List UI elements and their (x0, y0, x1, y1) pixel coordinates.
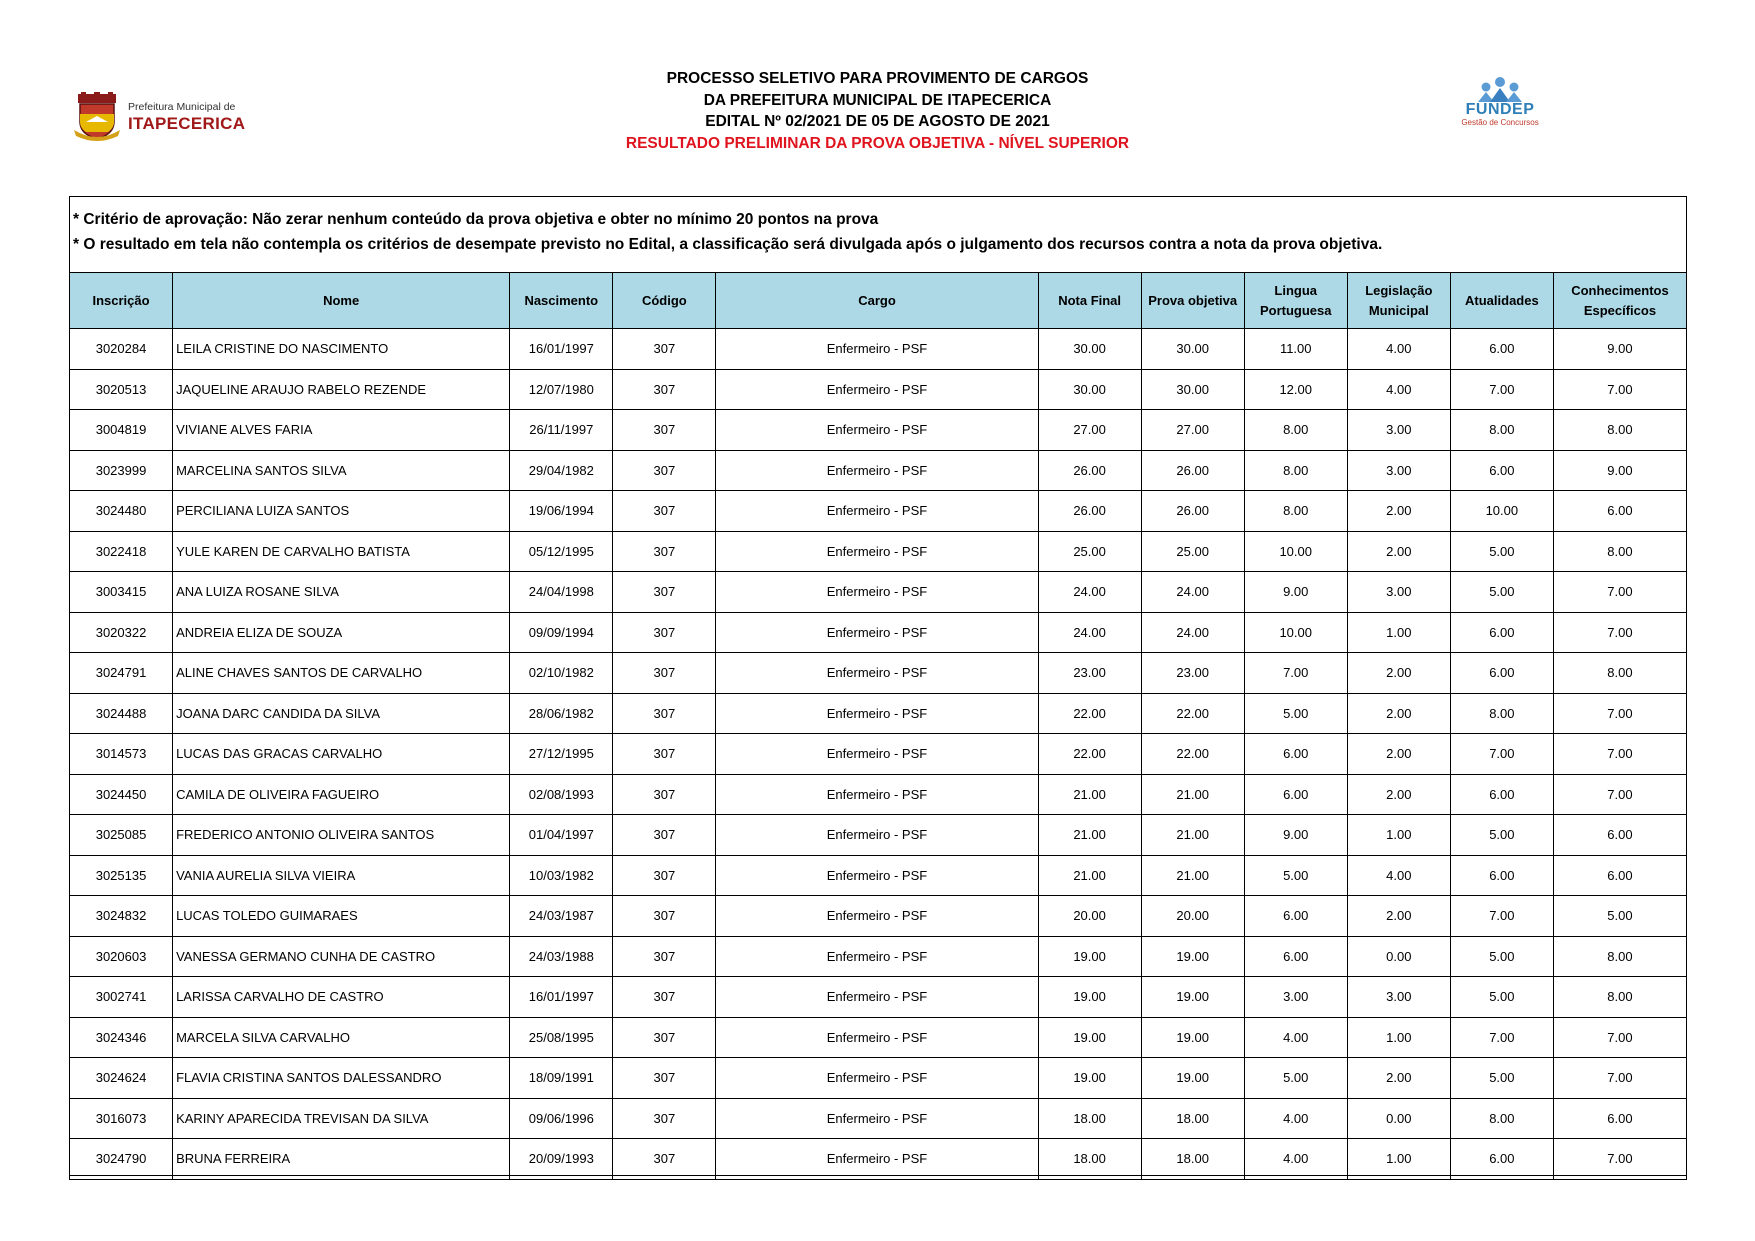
cell-cargo: Enfermeiro - PSF (716, 531, 1038, 572)
cell-conhecimentos-especificos: 7.00 (1553, 1139, 1686, 1180)
cell-legislacao-municipal: 3.00 (1347, 572, 1450, 613)
cell-atualidades: 6.00 (1450, 1139, 1553, 1180)
cell-lingua-portuguesa: 6.00 (1244, 936, 1347, 977)
cell-prova-objetiva: 25.00 (1141, 531, 1244, 572)
col-header-atualidades: Atualidades (1450, 273, 1553, 329)
cell-prova-objetiva: 19.00 (1141, 977, 1244, 1018)
cell-cargo: Enfermeiro - PSF (716, 896, 1038, 937)
cell-cargo: Enfermeiro - PSF (716, 1139, 1038, 1180)
cell-prova-objetiva: 18.00 (1141, 1098, 1244, 1139)
cell-nota-final: 27.00 (1038, 410, 1141, 451)
cell-prova-objetiva: 30.00 (1141, 369, 1244, 410)
cell-inscricao: 3022418 (70, 531, 173, 572)
cell-lingua-portuguesa: 5.00 (1244, 1058, 1347, 1099)
col-header-lingua-portuguesa (1244, 273, 1347, 329)
cell-lingua-portuguesa: 5.00 (1244, 693, 1347, 734)
cell-nascimento: 16/01/1997 (510, 329, 613, 370)
cell-inscricao: 3024790 (70, 1139, 173, 1180)
cell-atualidades: 5.00 (1450, 815, 1553, 856)
cell-codigo: 307 (613, 369, 716, 410)
cell-legislacao-municipal: 1.00 (1347, 1017, 1450, 1058)
cell-nome: PERCILIANA LUIZA SANTOS (173, 491, 510, 532)
cell-cargo: Enfermeiro - PSF (716, 977, 1038, 1018)
table-row (70, 734, 1687, 775)
cell-conhecimentos-especificos: 8.00 (1553, 410, 1686, 451)
cell-nascimento: 20/09/1993 (510, 1139, 613, 1180)
cell-nota-final: 21.00 (1038, 774, 1141, 815)
cell-nota-final: 22.00 (1038, 693, 1141, 734)
cell-nota-final: 30.00 (1038, 369, 1141, 410)
cell-inscricao: 3020603 (70, 936, 173, 977)
table-row (70, 896, 1687, 937)
table-row (70, 653, 1687, 694)
cell-inscricao: 3003415 (70, 572, 173, 613)
cell-prova-objetiva: 21.00 (1141, 815, 1244, 856)
cell-legislacao-municipal: 0.00 (1347, 1098, 1450, 1139)
col-header-nota-final: Nota Final (1038, 273, 1141, 329)
cell-nome: KARINY APARECIDA TREVISAN DA SILVA (173, 1098, 510, 1139)
cell-inscricao: 3002741 (70, 977, 173, 1018)
table-row (70, 1098, 1687, 1139)
header-line-4: RESULTADO PRELIMINAR DA PROVA OBJETIVA - NÍVEL SUPERIOR (625, 134, 1130, 152)
cell-nascimento: 29/04/1982 (510, 450, 613, 491)
cell-atualidades: 7.00 (1450, 369, 1553, 410)
cell-atualidades: 5.00 (1450, 1058, 1553, 1099)
cell-inscricao: 3024791 (70, 653, 173, 694)
cell-inscricao: 3024624 (70, 1058, 173, 1099)
cell-nome: ANA LUIZA ROSANE SILVA (173, 572, 510, 613)
cell-legislacao-municipal: 4.00 (1347, 369, 1450, 410)
cell-nascimento: 18/09/1991 (510, 1058, 613, 1099)
cell-nome: FREDERICO ANTONIO OLIVEIRA SANTOS (173, 815, 510, 856)
cell-lingua-portuguesa: 7.00 (1244, 653, 1347, 694)
cell-conhecimentos-especificos: 8.00 (1553, 977, 1686, 1018)
cell-nome: ANDREIA ELIZA DE SOUZA (173, 612, 510, 653)
col-header-conhecimentos-especificos (1553, 273, 1686, 329)
cell-lingua-portuguesa: 6.00 (1244, 734, 1347, 775)
cell-prova-objetiva: 27.00 (1141, 410, 1244, 451)
cell-nota-final: 18.00 (1038, 1139, 1141, 1180)
cell-nota-final: 18.00 (1038, 1098, 1141, 1139)
cell-conhecimentos-especificos: 8.00 (1553, 531, 1686, 572)
cell-inscricao: 3024488 (70, 693, 173, 734)
col-header-nascimento: Nascimento (510, 273, 613, 329)
cell-prova-objetiva: 19.00 (1141, 1017, 1244, 1058)
cell-prova-objetiva: 18.00 (1141, 1139, 1244, 1180)
cell-inscricao: 3024832 (70, 896, 173, 937)
table-row (70, 531, 1687, 572)
cell-lingua-portuguesa: 4.00 (1244, 1139, 1347, 1180)
fundep-wordmark: FUNDEP (1465, 101, 1535, 118)
cell-nascimento: 12/07/1980 (510, 369, 613, 410)
cell-atualidades: 5.00 (1450, 572, 1553, 613)
table-row (70, 693, 1687, 734)
cell-prova-objetiva: 26.00 (1141, 450, 1244, 491)
col-header-inscricao: Inscrição (70, 273, 173, 329)
cell-prova-objetiva: 23.00 (1141, 653, 1244, 694)
cell-atualidades: 8.00 (1450, 410, 1553, 451)
cell-nome: JAQUELINE ARAUJO RABELO REZENDE (173, 369, 510, 410)
cell-nome: VANIA AURELIA SILVA VIEIRA (173, 855, 510, 896)
cell-legislacao-municipal: 2.00 (1347, 896, 1450, 937)
cell-lingua-portuguesa: 10.00 (1244, 531, 1347, 572)
cell-atualidades: 7.00 (1450, 734, 1553, 775)
cell-nascimento: 26/11/1997 (510, 410, 613, 451)
cell-nome: LUCAS DAS GRACAS CARVALHO (173, 734, 510, 775)
header-line-1: PROCESSO SELETIVO PARA PROVIMENTO DE CARGOS (666, 70, 1089, 87)
cell-codigo: 307 (613, 1098, 716, 1139)
cell-conhecimentos-especificos: 9.00 (1553, 329, 1686, 370)
cell-legislacao-municipal: 2.00 (1347, 653, 1450, 694)
cell-conhecimentos-especificos: 7.00 (1553, 572, 1686, 613)
cell-codigo: 307 (613, 977, 716, 1018)
cell-cargo: Enfermeiro - PSF (716, 410, 1038, 451)
col-header-conhecimentos-line2: Específicos (1583, 302, 1657, 318)
cell-inscricao: 3016073 (70, 1098, 173, 1139)
cell-cargo: Enfermeiro - PSF (716, 936, 1038, 977)
cell-prova-objetiva: 22.00 (1141, 734, 1244, 775)
cell-legislacao-municipal: 4.00 (1347, 855, 1450, 896)
cell-nome: LUCAS TOLEDO GUIMARAES (173, 896, 510, 937)
cell-atualidades: 5.00 (1450, 936, 1553, 977)
cell-lingua-portuguesa: 9.00 (1244, 572, 1347, 613)
cell-prova-objetiva: 24.00 (1141, 572, 1244, 613)
cell-codigo: 307 (613, 410, 716, 451)
cell-inscricao: 3023999 (70, 450, 173, 491)
cell-conhecimentos-especificos: 7.00 (1553, 734, 1686, 775)
cell-prova-objetiva: 19.00 (1141, 936, 1244, 977)
cell-atualidades: 6.00 (1450, 329, 1553, 370)
table-row (70, 369, 1687, 410)
cell-nome: VIVIANE ALVES FARIA (173, 410, 510, 451)
cell-lingua-portuguesa: 4.00 (1244, 1017, 1347, 1058)
cell-legislacao-municipal: 0.00 (1347, 936, 1450, 977)
cell-legislacao-municipal: 3.00 (1347, 410, 1450, 451)
cell-atualidades: 7.00 (1450, 1017, 1553, 1058)
cell-cargo: Enfermeiro - PSF (716, 1098, 1038, 1139)
cell-prova-objetiva: 26.00 (1141, 491, 1244, 532)
criteria-note: * Critério de aprovação: Não zerar nenhum conteúdo da prova objetiva e obter no mínimo 20 pontos na prova (73, 211, 879, 228)
cell-legislacao-municipal: 2.00 (1347, 774, 1450, 815)
cell-codigo: 307 (613, 531, 716, 572)
cell-nascimento: 27/12/1995 (510, 734, 613, 775)
cell-nome: FLAVIA CRISTINA SANTOS DALESSANDRO (173, 1058, 510, 1099)
cell-nota-final: 19.00 (1038, 977, 1141, 1018)
table-row (70, 612, 1687, 653)
cell-codigo: 307 (613, 612, 716, 653)
cell-nascimento: 24/03/1987 (510, 896, 613, 937)
cell-codigo: 307 (613, 450, 716, 491)
cell-codigo: 307 (613, 1017, 716, 1058)
cell-lingua-portuguesa: 11.00 (1244, 329, 1347, 370)
cell-nota-final: 20.00 (1038, 896, 1141, 937)
cell-nota-final: 26.00 (1038, 491, 1141, 532)
cell-cargo: Enfermeiro - PSF (716, 815, 1038, 856)
cell-nome: JOANA DARC CANDIDA DA SILVA (173, 693, 510, 734)
cell-cargo: Enfermeiro - PSF (716, 612, 1038, 653)
cell-nascimento: 25/08/1995 (510, 1017, 613, 1058)
cell-inscricao: 3014573 (70, 734, 173, 775)
cell-nota-final: 23.00 (1038, 653, 1141, 694)
cell-legislacao-municipal: 1.00 (1347, 612, 1450, 653)
cell-legislacao-municipal: 2.00 (1347, 734, 1450, 775)
cell-codigo: 307 (613, 572, 716, 613)
col-header-prova-objetiva: Prova objetiva (1141, 273, 1244, 329)
table-row (70, 936, 1687, 977)
cell-inscricao: 3020513 (70, 369, 173, 410)
cell-nascimento: 05/12/1995 (510, 531, 613, 572)
cell-nome: ALINE CHAVES SANTOS DE CARVALHO (173, 653, 510, 694)
cell-inscricao: 3020322 (70, 612, 173, 653)
cell-conhecimentos-especificos: 7.00 (1553, 612, 1686, 653)
table-row (70, 1058, 1687, 1099)
cell-legislacao-municipal: 4.00 (1347, 329, 1450, 370)
cell-nome: MARCELINA SANTOS SILVA (173, 450, 510, 491)
table-row (70, 410, 1687, 451)
cell-conhecimentos-especificos: 8.00 (1553, 653, 1686, 694)
table-row (70, 1139, 1687, 1180)
cell-codigo: 307 (613, 734, 716, 775)
cell-inscricao: 3024480 (70, 491, 173, 532)
header-line-3: EDITAL Nº 02/2021 DE 05 DE AGOSTO DE 2021 (705, 113, 1050, 130)
table-row (70, 977, 1687, 1018)
cell-inscricao: 3024346 (70, 1017, 173, 1058)
cell-lingua-portuguesa: 8.00 (1244, 491, 1347, 532)
table-row (70, 855, 1687, 896)
cell-nascimento: 10/03/1982 (510, 855, 613, 896)
cell-nome: BRUNA FERREIRA (173, 1139, 510, 1180)
cell-nome: YULE KAREN DE CARVALHO BATISTA (173, 531, 510, 572)
col-header-nome: Nome (173, 273, 510, 329)
table-row (70, 774, 1687, 815)
cell-nome: LARISSA CARVALHO DE CASTRO (173, 977, 510, 1018)
cell-legislacao-municipal: 3.00 (1347, 450, 1450, 491)
cell-codigo: 307 (613, 855, 716, 896)
cell-codigo: 307 (613, 693, 716, 734)
cell-nome: VANESSA GERMANO CUNHA DE CASTRO (173, 936, 510, 977)
cell-legislacao-municipal: 2.00 (1347, 1058, 1450, 1099)
cell-nascimento: 16/01/1997 (510, 977, 613, 1018)
cell-inscricao: 3025085 (70, 815, 173, 856)
cell-conhecimentos-especificos: 6.00 (1553, 491, 1686, 532)
cell-legislacao-municipal: 1.00 (1347, 815, 1450, 856)
cell-atualidades: 6.00 (1450, 450, 1553, 491)
cell-cargo: Enfermeiro - PSF (716, 1058, 1038, 1099)
cell-conhecimentos-especificos: 6.00 (1553, 1098, 1686, 1139)
cell-codigo: 307 (613, 491, 716, 532)
cell-inscricao: 3024450 (70, 774, 173, 815)
cell-conhecimentos-especificos: 7.00 (1553, 369, 1686, 410)
cell-legislacao-municipal: 2.00 (1347, 693, 1450, 734)
cell-prova-objetiva: 21.00 (1141, 855, 1244, 896)
cell-conhecimentos-especificos: 5.00 (1553, 896, 1686, 937)
cell-codigo: 307 (613, 1139, 716, 1180)
cell-codigo: 307 (613, 329, 716, 370)
fundep-tagline: Gestão de Concursos (1461, 118, 1539, 127)
cell-nascimento: 02/08/1993 (510, 774, 613, 815)
cell-cargo: Enfermeiro - PSF (716, 693, 1038, 734)
cell-cargo: Enfermeiro - PSF (716, 450, 1038, 491)
cell-atualidades: 5.00 (1450, 531, 1553, 572)
cell-nascimento: 24/04/1998 (510, 572, 613, 613)
col-header-legislacao-line2: Municipal (1368, 302, 1429, 318)
cell-nascimento: 09/09/1994 (510, 612, 613, 653)
cell-prova-objetiva: 19.00 (1141, 1058, 1244, 1099)
cell-lingua-portuguesa: 12.00 (1244, 369, 1347, 410)
tiebreak-note: * O resultado em tela não contempla os critérios de desempate previsto no Edital, a classificação será divulgada após o julgamento dos recursos contra a nota da prova objetiva. (73, 236, 1383, 253)
cell-nota-final: 21.00 (1038, 815, 1141, 856)
cell-legislacao-municipal: 2.00 (1347, 531, 1450, 572)
cell-legislacao-municipal: 1.00 (1347, 1139, 1450, 1180)
cell-nota-final: 25.00 (1038, 531, 1141, 572)
cell-nota-final: 22.00 (1038, 734, 1141, 775)
cell-conhecimentos-especificos: 9.00 (1553, 450, 1686, 491)
cell-conhecimentos-especificos: 7.00 (1553, 1058, 1686, 1099)
cell-nome: MARCELA SILVA CARVALHO (173, 1017, 510, 1058)
cell-nascimento: 24/03/1988 (510, 936, 613, 977)
cell-nascimento: 02/10/1982 (510, 653, 613, 694)
cell-codigo: 307 (613, 936, 716, 977)
table-row (70, 572, 1687, 613)
cell-legislacao-municipal: 3.00 (1347, 977, 1450, 1018)
cell-atualidades: 8.00 (1450, 693, 1553, 734)
col-header-cargo: Cargo (716, 273, 1038, 329)
cell-nascimento: 09/06/1996 (510, 1098, 613, 1139)
cell-nota-final: 21.00 (1038, 855, 1141, 896)
cell-cargo: Enfermeiro - PSF (716, 572, 1038, 613)
col-header-legislacao-municipal (1347, 273, 1450, 329)
logo-prefeitura-city: ITAPECERICA (128, 114, 246, 133)
cell-cargo: Enfermeiro - PSF (716, 734, 1038, 775)
cell-lingua-portuguesa: 4.00 (1244, 1098, 1347, 1139)
cell-prova-objetiva: 22.00 (1141, 693, 1244, 734)
cell-nota-final: 24.00 (1038, 612, 1141, 653)
col-header-conhecimentos-line1: Conhecimentos (1571, 282, 1669, 298)
cell-nota-final: 30.00 (1038, 329, 1141, 370)
header-line-2: DA PREFEITURA MUNICIPAL DE ITAPECERICA (703, 91, 1052, 109)
cell-cargo: Enfermeiro - PSF (716, 855, 1038, 896)
cell-inscricao: 3020284 (70, 329, 173, 370)
cell-nota-final: 19.00 (1038, 1017, 1141, 1058)
cell-conhecimentos-especificos: 6.00 (1553, 815, 1686, 856)
table-row (70, 329, 1687, 370)
col-header-lingua-line1: Lingua (1274, 282, 1318, 298)
cell-nome: CAMILA DE OLIVEIRA FAGUEIRO (173, 774, 510, 815)
cell-legislacao-municipal: 2.00 (1347, 491, 1450, 532)
cell-lingua-portuguesa: 8.00 (1244, 410, 1347, 451)
cell-nascimento: 28/06/1982 (510, 693, 613, 734)
col-header-codigo: Código (613, 273, 716, 329)
cell-prova-objetiva: 21.00 (1141, 774, 1244, 815)
cell-codigo: 307 (613, 774, 716, 815)
cell-nota-final: 19.00 (1038, 1058, 1141, 1099)
col-header-legislacao-line1: Legislação (1365, 282, 1433, 298)
cell-nota-final: 24.00 (1038, 572, 1141, 613)
cell-prova-objetiva: 30.00 (1141, 329, 1244, 370)
cell-nascimento: 01/04/1997 (510, 815, 613, 856)
cell-codigo: 307 (613, 896, 716, 937)
cell-atualidades: 10.00 (1450, 491, 1553, 532)
cell-atualidades: 6.00 (1450, 855, 1553, 896)
cell-lingua-portuguesa: 5.00 (1244, 855, 1347, 896)
cell-atualidades: 6.00 (1450, 653, 1553, 694)
fundep-icon (1470, 76, 1530, 102)
cell-lingua-portuguesa: 6.00 (1244, 896, 1347, 937)
cell-conhecimentos-especificos: 8.00 (1553, 936, 1686, 977)
cell-codigo: 307 (613, 815, 716, 856)
cell-nota-final: 19.00 (1038, 936, 1141, 977)
cell-atualidades: 5.00 (1450, 977, 1553, 1018)
cell-cargo: Enfermeiro - PSF (716, 774, 1038, 815)
cell-atualidades: 6.00 (1450, 612, 1553, 653)
cell-lingua-portuguesa: 6.00 (1244, 774, 1347, 815)
table-row (70, 1017, 1687, 1058)
table-row (70, 815, 1687, 856)
logo-fundep (1455, 76, 1545, 138)
table-row (70, 450, 1687, 491)
cell-cargo: Enfermeiro - PSF (716, 1017, 1038, 1058)
cell-cargo: Enfermeiro - PSF (716, 329, 1038, 370)
cell-codigo: 307 (613, 1058, 716, 1099)
cell-conhecimentos-especificos: 7.00 (1553, 1017, 1686, 1058)
cell-lingua-portuguesa: 9.00 (1244, 815, 1347, 856)
cell-nascimento: 19/06/1994 (510, 491, 613, 532)
cell-conhecimentos-especificos: 6.00 (1553, 855, 1686, 896)
cell-lingua-portuguesa: 10.00 (1244, 612, 1347, 653)
cell-conhecimentos-especificos: 7.00 (1553, 774, 1686, 815)
cell-atualidades: 7.00 (1450, 896, 1553, 937)
cell-nota-final: 26.00 (1038, 450, 1141, 491)
cell-cargo: Enfermeiro - PSF (716, 653, 1038, 694)
cell-lingua-portuguesa: 3.00 (1244, 977, 1347, 1018)
results-table (69, 272, 1687, 1180)
cell-prova-objetiva: 20.00 (1141, 896, 1244, 937)
logo-prefeitura-label: Prefeitura Municipal de (128, 101, 236, 113)
cell-lingua-portuguesa: 8.00 (1244, 450, 1347, 491)
table-header-row (70, 273, 1687, 329)
cell-codigo: 307 (613, 653, 716, 694)
cell-cargo: Enfermeiro - PSF (716, 491, 1038, 532)
cell-atualidades: 8.00 (1450, 1098, 1553, 1139)
cell-cargo: Enfermeiro - PSF (716, 369, 1038, 410)
cell-prova-objetiva: 24.00 (1141, 612, 1244, 653)
table-row (70, 491, 1687, 532)
cell-atualidades: 6.00 (1450, 774, 1553, 815)
cell-nome: LEILA CRISTINE DO NASCIMENTO (173, 329, 510, 370)
cell-inscricao: 3004819 (70, 410, 173, 451)
col-header-lingua-line2: Portuguesa (1259, 302, 1332, 318)
cell-conhecimentos-especificos: 7.00 (1553, 693, 1686, 734)
cell-inscricao: 3025135 (70, 855, 173, 896)
